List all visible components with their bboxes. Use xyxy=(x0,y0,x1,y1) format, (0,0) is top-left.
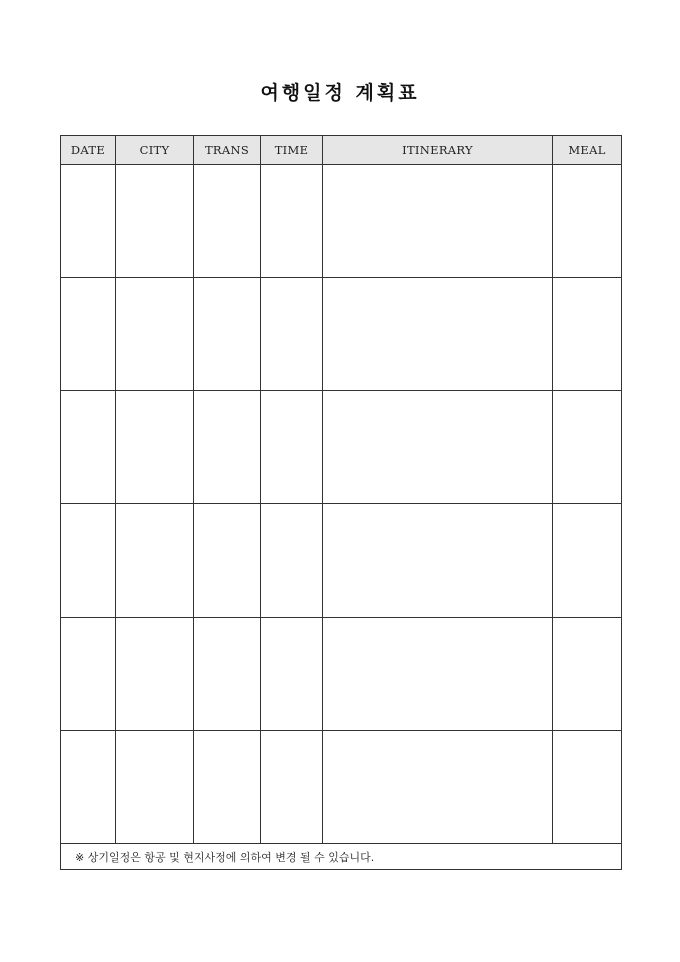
cell-trans xyxy=(194,165,261,278)
cell-date xyxy=(61,165,116,278)
cell-trans xyxy=(194,617,261,730)
document-title: 여행일정 계획표 xyxy=(260,82,420,104)
cell-time xyxy=(261,617,323,730)
cell-date xyxy=(61,391,116,504)
cell-meal xyxy=(553,617,622,730)
cell-city xyxy=(116,165,194,278)
cell-time xyxy=(261,730,323,843)
cell-date xyxy=(61,730,116,843)
cell-meal xyxy=(553,504,622,617)
cell-trans xyxy=(194,504,261,617)
cell-time xyxy=(261,278,323,391)
cell-date xyxy=(61,617,116,730)
cell-itinerary xyxy=(323,504,553,617)
table-row xyxy=(61,617,622,730)
cell-itinerary xyxy=(323,165,553,278)
cell-trans xyxy=(194,730,261,843)
cell-city xyxy=(116,617,194,730)
cell-trans xyxy=(194,391,261,504)
cell-meal xyxy=(553,278,622,391)
footnote: ※ 상기일정은 항공 및 현지사정에 의하여 변경 될 수 있습니다. xyxy=(61,844,622,870)
cell-trans xyxy=(194,278,261,391)
table-row xyxy=(61,730,622,843)
cell-city xyxy=(116,504,194,617)
table-row xyxy=(61,504,622,617)
cell-itinerary xyxy=(323,278,553,391)
cell-meal xyxy=(553,730,622,843)
table-row xyxy=(61,278,622,391)
column-header-itinerary: ITINERARY xyxy=(323,136,553,165)
column-header-time: TIME xyxy=(261,136,323,165)
cell-itinerary xyxy=(323,730,553,843)
cell-itinerary xyxy=(323,391,553,504)
header-row xyxy=(61,136,622,165)
itinerary-table xyxy=(60,135,622,870)
cell-city xyxy=(116,391,194,504)
cell-date xyxy=(61,278,116,391)
column-header-date: DATE xyxy=(61,136,116,165)
cell-meal xyxy=(553,165,622,278)
cell-date xyxy=(61,504,116,617)
cell-itinerary xyxy=(323,617,553,730)
cell-time xyxy=(261,165,323,278)
cell-time xyxy=(261,504,323,617)
cell-city xyxy=(116,278,194,391)
table-row xyxy=(61,391,622,504)
column-header-trans: TRANS xyxy=(194,136,261,165)
cell-meal xyxy=(553,391,622,504)
note-row xyxy=(61,844,622,870)
table-row xyxy=(61,165,622,278)
column-header-meal: MEAL xyxy=(553,136,622,165)
cell-time xyxy=(261,391,323,504)
column-header-city: CITY xyxy=(116,136,194,165)
cell-city xyxy=(116,730,194,843)
